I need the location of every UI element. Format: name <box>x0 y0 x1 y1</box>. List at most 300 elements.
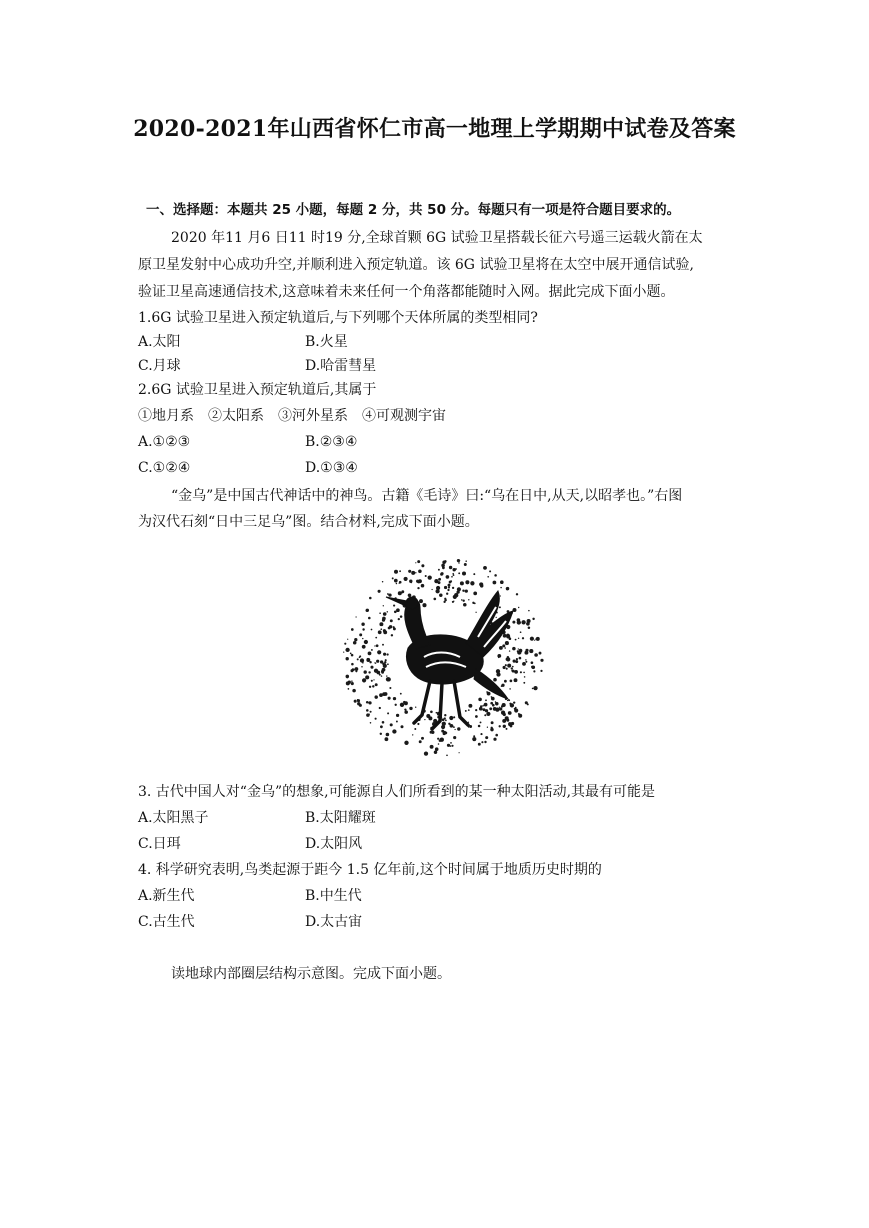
stone-speckle <box>408 594 412 598</box>
q2-option-a: A.①②③ <box>138 434 191 450</box>
stone-speckle <box>484 714 486 716</box>
stone-speckle <box>430 710 433 713</box>
stone-speckle <box>473 735 475 737</box>
stone-speckle <box>357 699 358 700</box>
stone-speckle <box>400 725 403 728</box>
stone-speckle <box>359 633 362 636</box>
stone-speckle <box>470 581 474 585</box>
stone-speckle <box>514 708 518 712</box>
stone-speckle <box>515 639 517 641</box>
stone-speckle <box>447 589 449 591</box>
stone-speckle <box>491 697 495 701</box>
stone-speckle <box>506 668 508 670</box>
stone-speckle <box>459 752 460 753</box>
stone-speckle <box>533 670 535 672</box>
stone-speckle <box>351 682 354 685</box>
stone-speckle <box>393 697 396 700</box>
stone-speckle <box>532 666 536 670</box>
stone-speckle <box>480 733 482 735</box>
stone-speckle <box>506 634 510 638</box>
q2-stem: 2.6G 试验卫星进入预定轨道后,其属于 <box>138 382 377 398</box>
stone-speckle <box>394 579 398 583</box>
stone-speckle <box>493 707 497 711</box>
stone-speckle <box>434 751 437 754</box>
stone-speckle <box>370 666 373 669</box>
stone-speckle <box>415 562 416 563</box>
stone-speckle <box>396 608 400 612</box>
stone-speckle <box>449 581 452 584</box>
stone-speckle <box>531 661 534 664</box>
stone-speckle <box>460 581 464 585</box>
stone-speckle <box>512 666 514 668</box>
stone-speckle <box>483 566 487 570</box>
stone-speckle <box>515 660 518 663</box>
stone-speckle <box>484 703 488 707</box>
stone-speckle <box>479 582 483 586</box>
stone-speckle <box>525 659 527 661</box>
stone-speckle <box>494 574 497 577</box>
stone-speckle <box>417 560 420 563</box>
stone-speckle <box>523 682 525 684</box>
q2-option-c: C.①②④ <box>138 460 191 476</box>
q1-option-b: B.火星 <box>305 334 348 350</box>
stone-speckle <box>414 728 416 730</box>
stone-speckle <box>527 703 529 705</box>
stone-speckle <box>450 742 452 744</box>
stone-speckle <box>452 601 454 603</box>
stone-speckle <box>378 590 381 593</box>
stone-speckle <box>468 709 470 711</box>
stone-speckle <box>505 641 509 645</box>
stone-speckle <box>518 714 522 718</box>
stone-speckle <box>365 675 369 679</box>
stone-speckle <box>447 744 450 747</box>
stone-speckle <box>430 745 434 749</box>
stone-speckle <box>374 645 375 646</box>
stone-speckle <box>428 575 432 579</box>
stone-speckle <box>362 628 364 630</box>
stone-speckle <box>370 711 372 713</box>
stone-speckle <box>502 703 506 707</box>
stone-speckle <box>512 647 516 651</box>
stone-speckle <box>464 563 467 566</box>
stone-speckle <box>376 644 379 647</box>
stone-speckle <box>361 622 364 625</box>
stone-speckle <box>434 579 438 583</box>
sun-crow-stone-carving-image <box>338 553 548 763</box>
stone-speckle <box>499 606 501 608</box>
stone-speckle <box>347 639 348 640</box>
stone-speckle <box>396 714 399 717</box>
stone-speckle <box>455 568 457 570</box>
stone-speckle <box>436 586 440 590</box>
stone-speckle <box>380 733 382 735</box>
stone-speckle <box>510 703 514 707</box>
stone-speckle <box>385 659 387 661</box>
stone-speckle <box>444 586 447 589</box>
stone-speckle <box>481 741 483 743</box>
stone-speckle <box>424 719 425 720</box>
passage1-line-3: 验证卫星高速通信技术,这意味着未来任何一个角落都能随时入网。据此完成下面小题。 <box>138 284 675 300</box>
stone-speckle <box>425 575 427 577</box>
stone-speckle <box>500 587 501 588</box>
stone-speckle <box>475 709 477 711</box>
stone-speckle <box>387 712 389 714</box>
q2-option-b: B.②③④ <box>305 434 358 450</box>
stone-speckle <box>441 572 444 575</box>
stone-speckle <box>381 675 382 676</box>
stone-speckle <box>396 583 398 585</box>
stone-speckle <box>387 677 391 681</box>
stone-speckle <box>424 751 428 755</box>
stone-speckle <box>443 601 445 603</box>
stone-speckle <box>454 729 455 730</box>
stone-speckle <box>369 686 371 688</box>
stone-speckle <box>468 599 469 600</box>
stone-speckle <box>380 725 383 728</box>
stone-speckle <box>377 650 381 654</box>
stone-speckle <box>525 661 527 663</box>
stone-speckle <box>465 589 468 592</box>
stone-speckle <box>479 707 483 711</box>
stone-speckle <box>452 587 454 589</box>
stone-speckle <box>399 581 402 584</box>
stone-speckle <box>503 725 506 728</box>
stone-speckle <box>496 617 497 618</box>
stone-speckle <box>375 637 377 639</box>
stone-speckle <box>489 570 491 572</box>
stone-speckle <box>509 688 511 690</box>
stone-speckle <box>379 674 381 676</box>
stone-speckle <box>451 576 453 578</box>
passage1-line-2: 原卫星发射中心成功升空,并顺利进入预定轨道。该 6G 试验卫星将在太空中展开通信试验, <box>138 257 694 273</box>
q2-items: ①地月系 ②太阳系 ③河外星系 ④可观测宇宙 <box>138 408 446 424</box>
stone-speckle <box>376 660 379 663</box>
stone-speckle <box>409 707 412 710</box>
stone-speckle <box>366 709 369 712</box>
stone-speckle <box>372 685 374 687</box>
stone-speckle <box>496 672 500 676</box>
stone-speckle <box>344 643 346 645</box>
section-heading: 一、选择题：本题共 25 小题，每题 2 分，共 50 分。每题只有一项是符合题目要求的。 <box>146 202 681 218</box>
stone-speckle <box>421 584 425 588</box>
stone-speckle <box>346 676 348 678</box>
stone-speckle <box>518 638 519 639</box>
q4-option-b: B.中生代 <box>305 888 362 904</box>
stone-speckle <box>463 600 465 602</box>
stone-speckle <box>382 617 386 621</box>
stone-speckle <box>540 670 542 672</box>
stone-speckle <box>449 716 453 720</box>
stone-speckle <box>491 727 493 729</box>
stone-speckle <box>352 689 356 693</box>
stone-speckle <box>529 649 533 653</box>
stone-speckle <box>506 719 509 722</box>
stone-speckle <box>497 654 501 658</box>
stone-speckle <box>419 599 423 603</box>
stone-speckle <box>462 572 466 576</box>
stone-speckle <box>528 626 531 629</box>
stone-speckle <box>392 729 396 733</box>
stone-speckle <box>368 617 371 620</box>
stone-speckle <box>520 622 521 623</box>
stone-speckle <box>462 589 464 591</box>
stone-speckle <box>528 610 530 612</box>
q3-option-a: A.太阳黑子 <box>138 810 209 826</box>
q4-stem: 4. 科学研究表明,鸟类起源于距今 1.5 亿年前,这个时间属于地质历史时期的 <box>138 862 602 878</box>
stone-speckle <box>374 695 377 698</box>
stone-speckle <box>519 657 522 660</box>
stone-speckle <box>478 698 482 702</box>
stone-speckle <box>379 612 381 614</box>
stone-speckle <box>366 713 370 717</box>
stone-speckle <box>474 603 476 605</box>
stone-speckle <box>484 741 486 743</box>
stone-speckle <box>461 599 463 601</box>
stone-speckle <box>458 572 460 574</box>
stone-speckle <box>408 570 411 573</box>
stone-speckle <box>417 587 419 589</box>
stone-speckle <box>473 592 477 596</box>
stone-speckle <box>465 560 467 562</box>
stone-speckle <box>437 738 439 740</box>
stone-speckle <box>436 712 438 714</box>
stone-speckle <box>383 605 384 606</box>
stone-speckle <box>491 721 494 724</box>
stone-speckle <box>415 572 416 573</box>
stone-speckle <box>421 564 424 567</box>
stone-speckle <box>534 640 535 641</box>
stone-speckle <box>512 621 515 624</box>
stone-speckle <box>468 704 472 708</box>
stone-speckle <box>532 688 534 690</box>
stone-speckle <box>386 675 387 676</box>
q3-stem: 3. 古代中国人对“金乌”的想象,可能源自人们所看到的某一种太阳活动,其最有可能是 <box>138 784 656 800</box>
stone-speckle <box>519 649 523 653</box>
stone-speckle <box>404 710 408 714</box>
stone-speckle <box>439 594 442 597</box>
stone-speckle <box>380 660 383 663</box>
stone-speckle <box>348 681 351 684</box>
stone-speckle <box>438 569 440 571</box>
stone-speckle <box>514 670 518 674</box>
stone-speckle <box>440 738 444 742</box>
stone-speckle <box>482 705 484 707</box>
stone-speckle <box>398 618 400 620</box>
stone-speckle <box>409 580 412 583</box>
stone-speckle <box>522 662 526 666</box>
stone-speckle <box>501 684 504 687</box>
stone-speckle <box>475 715 478 718</box>
stone-speckle <box>485 699 487 701</box>
stone-speckle <box>516 658 518 660</box>
stone-speckle <box>452 573 454 575</box>
stone-speckle <box>446 575 450 579</box>
stone-speckle <box>493 678 497 682</box>
stone-speckle <box>396 721 398 723</box>
stone-speckle <box>385 737 389 741</box>
stone-speckle <box>532 618 534 620</box>
stone-speckle <box>444 598 446 600</box>
stone-speckle <box>444 714 446 716</box>
stone-speckle <box>453 716 455 718</box>
stone-speckle <box>495 734 498 737</box>
stone-speckle <box>525 649 528 652</box>
stone-speckle <box>373 679 374 680</box>
stone-speckle <box>351 628 354 631</box>
stone-speckle <box>518 607 519 608</box>
stone-speckle <box>449 566 452 569</box>
stone-speckle <box>366 610 368 612</box>
stone-speckle <box>509 650 510 651</box>
q1-option-d: D.哈雷彗星 <box>305 358 377 374</box>
stone-speckle <box>512 670 515 673</box>
stone-speckle <box>453 736 456 739</box>
stone-speckle <box>446 593 448 595</box>
stone-speckle <box>508 711 512 715</box>
stone-speckle <box>403 701 406 704</box>
stone-speckle <box>492 704 495 707</box>
stone-speckle <box>383 664 387 668</box>
stone-speckle <box>458 559 460 561</box>
stone-speckle <box>522 637 524 639</box>
stone-speckle <box>540 659 543 662</box>
stone-speckle <box>411 571 415 575</box>
stone-speckle <box>503 713 506 716</box>
stone-speckle <box>513 660 516 663</box>
stone-speckle <box>393 627 396 630</box>
stone-speckle <box>431 731 434 734</box>
stone-speckle <box>362 638 363 639</box>
stone-speckle <box>390 723 393 726</box>
q1-stem: 1.6G 试验卫星进入预定轨道后,与下列哪个天体所属的类型相同? <box>138 310 538 326</box>
stone-speckle <box>394 570 398 574</box>
stone-speckle <box>388 697 391 700</box>
stone-speckle <box>379 707 381 709</box>
stone-speckle <box>388 593 391 596</box>
stone-speckle <box>400 703 404 707</box>
stone-speckle <box>458 562 459 563</box>
stone-speckle <box>448 586 450 588</box>
passage3: 读地球内部圈层结构示意图。完成下面小题。 <box>171 966 451 982</box>
stone-speckle <box>345 648 349 652</box>
stone-speckle <box>371 649 373 651</box>
passage1-line-1: 2020 年11 月6 日11 时19 分,全球首颗 6G 试验卫星搭载长征六号遥三运载火箭在太 <box>171 230 703 246</box>
stone-speckle <box>442 560 446 564</box>
stone-speckle <box>445 720 447 722</box>
stone-speckle <box>383 630 387 634</box>
stone-speckle <box>369 597 372 600</box>
stone-speckle <box>379 622 383 626</box>
stone-speckle <box>516 593 518 595</box>
stone-speckle <box>504 647 506 649</box>
stone-speckle <box>457 727 460 730</box>
stone-speckle <box>386 653 388 655</box>
stone-speckle <box>375 683 378 686</box>
stone-speckle <box>500 580 504 584</box>
stone-speckle <box>419 740 422 743</box>
stone-speckle <box>503 634 507 638</box>
stone-speckle <box>442 718 445 721</box>
stone-speckle <box>506 587 510 591</box>
q2-option-d: D.①③④ <box>305 460 358 476</box>
stone-speckle <box>506 728 508 730</box>
stone-speckle <box>423 604 426 607</box>
stone-speckle <box>446 754 448 756</box>
stone-speckle <box>382 721 385 724</box>
stone-speckle <box>499 725 501 727</box>
stone-speckle <box>374 669 378 673</box>
stone-speckle <box>370 722 372 724</box>
stone-speckle <box>355 667 359 671</box>
stone-speckle <box>368 671 370 673</box>
stone-speckle <box>530 637 534 641</box>
stone-speckle <box>465 580 469 584</box>
q3-option-b: B.太阳耀斑 <box>305 810 376 826</box>
stone-speckle <box>369 661 371 663</box>
stone-speckle <box>354 700 357 703</box>
stone-speckle <box>507 656 510 659</box>
stone-speckle <box>416 580 419 583</box>
stone-speckle <box>371 629 373 631</box>
stone-speckle <box>499 707 502 710</box>
stone-speckle <box>366 701 369 704</box>
stone-speckle <box>354 638 357 641</box>
stone-speckle <box>383 612 387 616</box>
stone-speckle <box>487 727 488 728</box>
stone-speckle <box>493 581 497 585</box>
stone-speckle <box>391 634 393 636</box>
stone-speckle <box>375 718 377 720</box>
stone-speckle <box>362 646 364 648</box>
stone-speckle <box>448 723 450 725</box>
stone-speckle <box>527 652 529 654</box>
stone-speckle <box>364 670 367 673</box>
stone-speckle <box>388 627 391 630</box>
stone-speckle <box>431 589 432 590</box>
passage2-line-2: 为汉代石刻“日中三足乌”图。结合材料,完成下面小题。 <box>138 514 479 530</box>
stone-speckle <box>399 570 401 572</box>
stone-speckle <box>457 587 461 591</box>
stone-speckle <box>453 726 455 728</box>
stone-speckle <box>351 663 354 666</box>
stone-speckle <box>533 686 537 690</box>
stone-speckle <box>351 654 354 657</box>
stone-speckle <box>381 670 384 673</box>
stone-speckle <box>382 581 383 582</box>
stone-speckle <box>435 747 439 751</box>
stone-speckle <box>535 638 537 640</box>
stone-speckle <box>398 591 402 595</box>
stone-speckle <box>521 620 525 624</box>
stone-speckle <box>404 708 406 710</box>
stone-speckle <box>510 725 513 728</box>
stone-speckle <box>387 663 389 665</box>
stone-speckle <box>493 738 496 741</box>
stone-speckle <box>357 658 359 660</box>
stone-speckle <box>355 616 356 617</box>
q4-option-c: C.古生代 <box>138 914 195 930</box>
stone-speckle <box>502 644 505 647</box>
stone-speckle <box>526 622 530 626</box>
stone-speckle <box>348 688 350 690</box>
stone-speckle <box>383 653 386 656</box>
stone-speckle <box>513 701 515 703</box>
stone-speckle <box>360 658 364 662</box>
stone-speckle <box>487 692 491 696</box>
stone-speckle <box>395 704 397 706</box>
stone-speckle <box>379 693 383 697</box>
